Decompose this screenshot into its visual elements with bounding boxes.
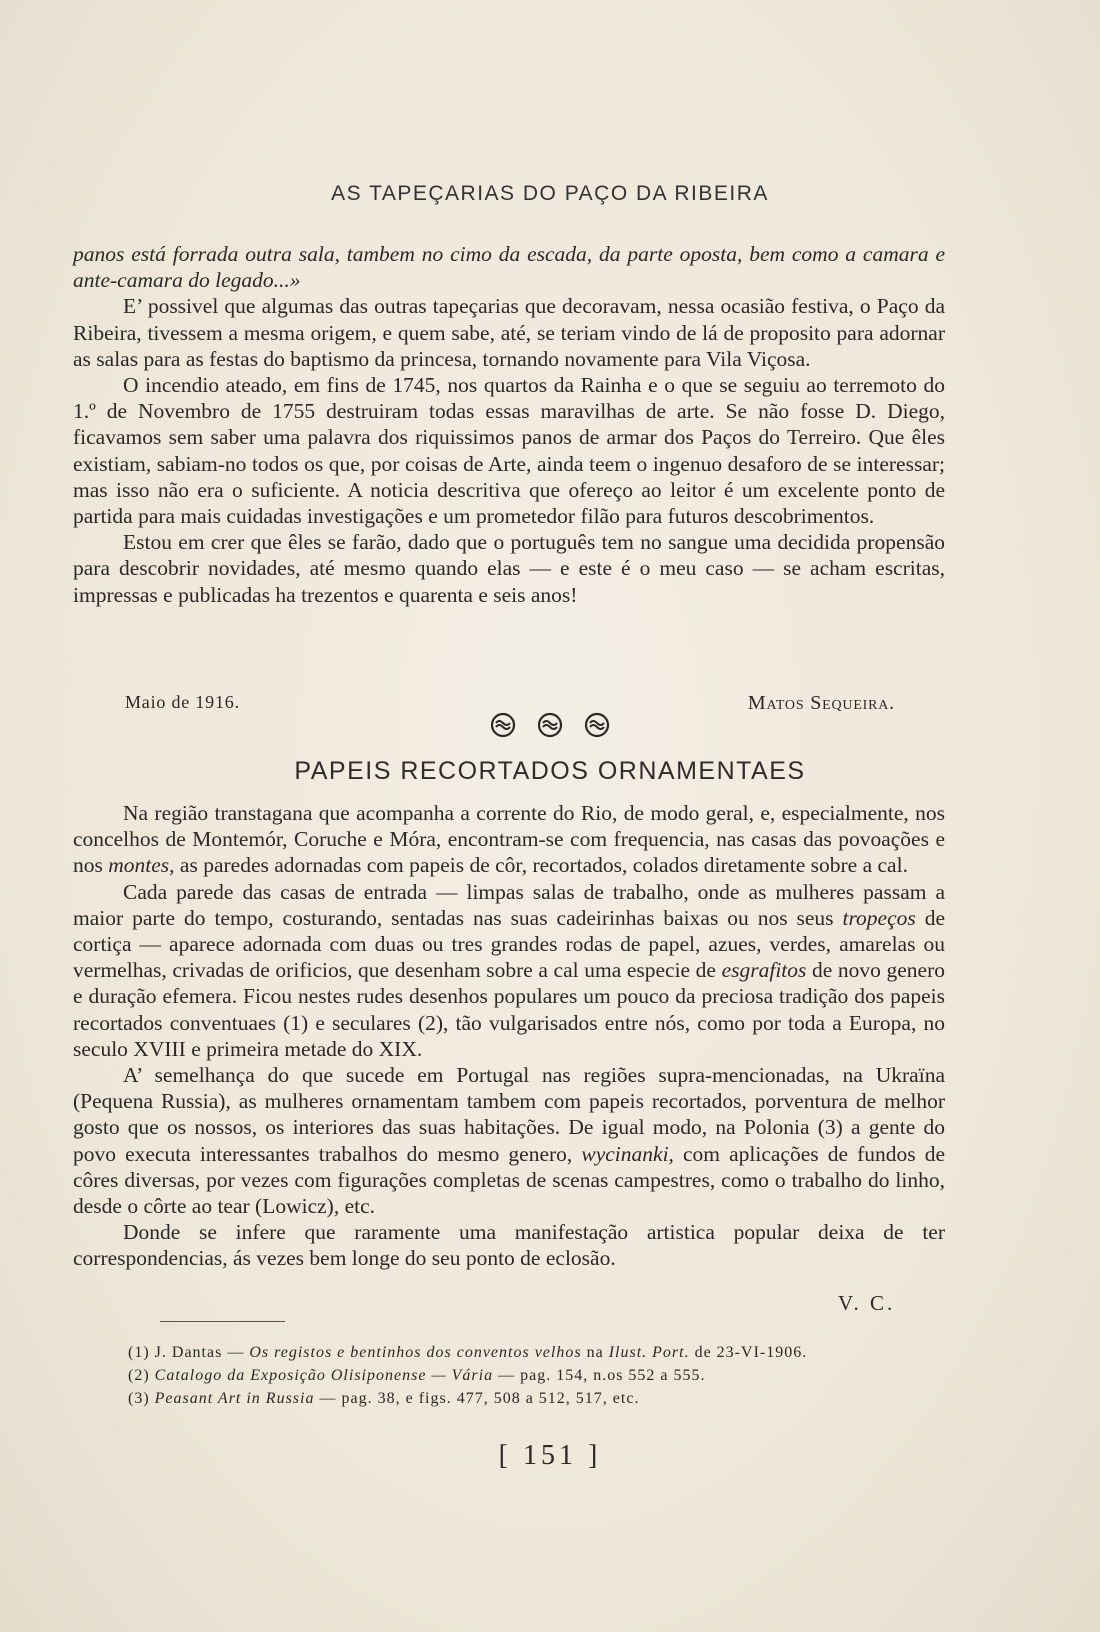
article-date: Maio de 1916. bbox=[125, 692, 240, 712]
paragraph: O incendio ateado, em fins de 1745, nos quartos da Rainha e o que se seguiu ao terremoto do 1.º de Novembro de 1755 destruiram todas essas maravilhas de arte. Se não fosse D. Diego, ficavamos sem saber uma palavra dos riquissimos panos de armar dos Paços do Terreiro. Que êles existiam, sabiam-no todos os que, por coisas de Arte, ainda teem o ingenuo desaforo de se interessar; mas isso não era o suficiente. A noticia descritiva que ofereço ao leitor é um excelente ponto de partida para mais cuidadas investigações e um prometedor filão para futuros descobrimentos. bbox=[73, 373, 945, 529]
section-title: PAPEIS RECORTADOS ORNAMENTAES bbox=[294, 757, 806, 785]
footnotes bbox=[128, 1341, 948, 1410]
paragraph: Na região transtagana que acompanha a corrente do Rio, de modo geral, e, especialmente, nos concelhos de Montemór, Coruche e Móra, encontram-se com frequencia, nas casas das povoações e nos montes, as paredes adornadas com papeis de côr, recortados, colados diretamente sobre a cal. bbox=[73, 801, 945, 878]
footnote-3: (3) Peasant Art in Russia — pag. 38, e figs. 477, 508 a 512, 517, etc. bbox=[128, 1390, 640, 1407]
footnote-divider bbox=[160, 1321, 285, 1322]
paragraph: E’ possivel que algumas das outras tapeçarias que decoravam, nessa ocasião festiva, o Paço da Ribeira, tivessem a mesma origem, e quem sabe, até, se teriam vindo de lá de proposito para adornar as salas para as festas do baptismo da princesa, tornando novamente para Vila Viçosa. bbox=[73, 294, 945, 371]
page-number: [ 151 ] bbox=[498, 1440, 602, 1471]
article-papeis-body bbox=[73, 800, 945, 1272]
paragraph: Estou em crer que êles se farão, dado que o português tem no sangue uma decidida propensão para descobrir novidades, até mesmo quando elas — e este é o meu caso — se acham escritas, impressas e publicadas ha trezentos e quarenta e seis anos! bbox=[73, 530, 945, 607]
running-header: AS TAPEÇARIAS DO PAÇO DA RIBEIRA bbox=[331, 182, 769, 205]
paragraph: A’ semelhança do que sucede em Portugal nas regiões supra-mencionadas, na Ukraïna (Pequena Russia), as mulheres ornamentam tambem com papeis recortados, porventura de melhor gosto que os nossos, os interiores das suas habitações. De igual modo, na Polonia (3) a gente do povo executa interessantes trabalhos do mesmo genero, wycinanki, com aplicações de fundos de côres diversas, por vezes com figurações completas de scenas campestres, como o trabalho do linho, desde o côrte ao tear (Lowicz), etc. bbox=[73, 1063, 946, 1219]
article-author: Matos Sequeira. bbox=[747, 692, 895, 714]
section-ornaments bbox=[0, 712, 1100, 738]
spiral-ornament-icon bbox=[537, 712, 563, 738]
article-signature: V. C. bbox=[838, 1291, 896, 1315]
footnote-1: (1) J. Dantas — Os registos e bentinhos dos conventos velhos na Ilust. Port. de 23-VI-1906. bbox=[128, 1344, 808, 1361]
spiral-ornament-icon bbox=[584, 712, 610, 738]
footnote-2: (2) Catalogo da Exposição Olisiponense — Vária — pag. 154, n.os 552 a 555. bbox=[128, 1367, 706, 1384]
spiral-ornament-icon bbox=[490, 712, 516, 738]
paragraph: Donde se infere que raramente uma manifestação artistica popular deixa de ter correspondencias, ás vezes bem longe do seu ponto de eclosão. bbox=[73, 1220, 945, 1271]
paragraph-quote-end: panos está forrada outra sala, tambem no cimo da escada, da parte oposta, bem como a camara e ante-camara do legado...» bbox=[73, 242, 945, 293]
paragraph: Cada parede das casas de entrada — limpas salas de trabalho, onde as mulheres passam a maior parte do tempo, costurando, sentadas nas suas cadeirinhas baixas ou nos seus tropeços de cortiça — aparece adornada com duas ou tres grandes rodas de papel, azues, verdes, amarelas ou vermelhas, crivadas de orificios, que desenham sobre a cal uma especie de esgrafitos de novo genero e duração efemera. Ficou nestes rudes desenhos populares um pouco da preciosa tradição dos papeis recortados conventuaes (1) e seculares (2), tão vulgarisados entre nós, como por toda a Europa, no seculo XVIII e primeira metade do XIX. bbox=[73, 879, 945, 1061]
article-tapecarias-body bbox=[73, 241, 945, 608]
